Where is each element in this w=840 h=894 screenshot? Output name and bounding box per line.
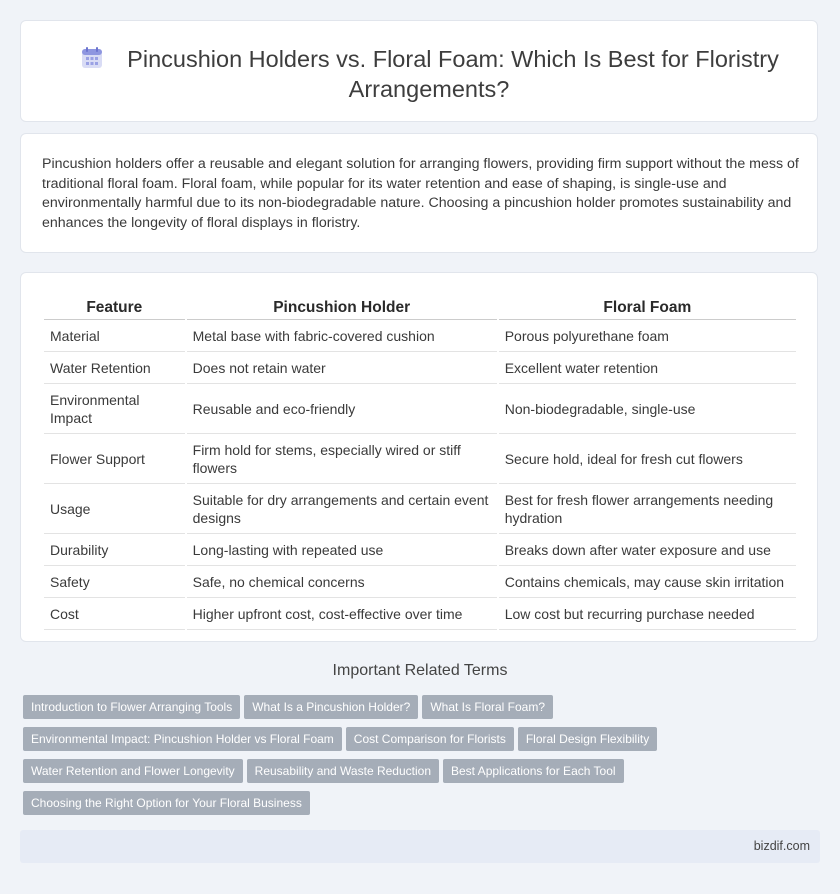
- intro-card: [20, 133, 818, 253]
- table-header-row: [44, 297, 796, 320]
- table-cell: Material: [44, 320, 185, 352]
- table-cell: Firm hold for stems, especially wired or stiff flowers: [187, 434, 497, 484]
- footer: [20, 830, 820, 863]
- table-cell: Long-lasting with repeated use: [187, 534, 497, 566]
- table-cell: Contains chemicals, may cause skin irritation: [499, 566, 796, 598]
- table-row: [44, 534, 796, 566]
- related-terms-tags: [23, 695, 813, 823]
- tag-link[interactable]: Best Applications for Each Tool: [443, 759, 624, 783]
- tag-link[interactable]: Floral Design Flexibility: [518, 727, 657, 751]
- table-cell: Metal base with fabric-covered cushion: [187, 320, 497, 352]
- tag-link[interactable]: Water Retention and Flower Longevity: [23, 759, 243, 783]
- table-row: [44, 320, 796, 352]
- table-row: [44, 434, 796, 484]
- tag-link[interactable]: Introduction to Flower Arranging Tools: [23, 695, 240, 719]
- table-cell: Safe, no chemical concerns: [187, 566, 497, 598]
- table-cell: Reusable and eco-friendly: [187, 384, 497, 434]
- comparison-table: [42, 297, 798, 630]
- tag-link[interactable]: Reusability and Waste Reduction: [247, 759, 439, 783]
- header-feature: Feature: [44, 297, 185, 320]
- table-cell: Non-biodegradable, single-use: [499, 384, 796, 434]
- tag-link[interactable]: Cost Comparison for Florists: [346, 727, 514, 751]
- table-cell: Does not retain water: [187, 352, 497, 384]
- table-row: [44, 484, 796, 534]
- header-card: [20, 20, 818, 122]
- table-cell: Porous polyurethane foam: [499, 320, 796, 352]
- table-cell: Secure hold, ideal for fresh cut flowers: [499, 434, 796, 484]
- table-row: [44, 566, 796, 598]
- table-cell: Flower Support: [44, 434, 185, 484]
- table-cell: Water Retention: [44, 352, 185, 384]
- table-cell: Usage: [44, 484, 185, 534]
- table-row: [44, 384, 796, 434]
- table-cell: Environmental Impact: [44, 384, 185, 434]
- tag-link[interactable]: Choosing the Right Option for Your Floral Business: [23, 791, 310, 815]
- table-cell: Excellent water retention: [499, 352, 796, 384]
- tag-link[interactable]: What Is a Pincushion Holder?: [244, 695, 418, 719]
- footer-brand[interactable]: bizdif.com: [753, 839, 810, 853]
- table-cell: Higher upfront cost, cost-effective over time: [187, 598, 497, 630]
- comparison-table-card: [20, 272, 818, 642]
- calendar-icon: [79, 45, 105, 71]
- table-row: [44, 352, 796, 384]
- table-cell: Cost: [44, 598, 185, 630]
- table-cell: Suitable for dry arrangements and certain event designs: [187, 484, 497, 534]
- related-terms-title: Important Related Terms: [332, 662, 508, 679]
- tag-link[interactable]: Environmental Impact: Pincushion Holder vs Floral Foam: [23, 727, 342, 751]
- table-cell: Safety: [44, 566, 185, 598]
- table-cell: Durability: [44, 534, 185, 566]
- table-cell: Low cost but recurring purchase needed: [499, 598, 796, 630]
- table-cell: Breaks down after water exposure and use: [499, 534, 796, 566]
- header-pincushion: Pincushion Holder: [187, 297, 497, 320]
- table-row: [44, 598, 796, 630]
- intro-text: Pincushion holders offer a reusable and elegant solution for arranging flowers, providing firm support without the mess of traditional floral foam. Floral foam, while popular for its water retention and ease of shaping, is single-use and environmentally harmful due to its non-biodegradable nature. Choosing a pincushion holder promotes sustainability and enhances the longevity of floral displays in floristry.: [42, 156, 799, 231]
- header-foam: Floral Foam: [499, 297, 796, 320]
- tag-link[interactable]: What Is Floral Foam?: [422, 695, 553, 719]
- page-title: Pincushion Holders vs. Floral Foam: Which Is Best for Floristry Arrangements?: [61, 44, 797, 104]
- table-cell: Best for fresh flower arrangements needing hydration: [499, 484, 796, 534]
